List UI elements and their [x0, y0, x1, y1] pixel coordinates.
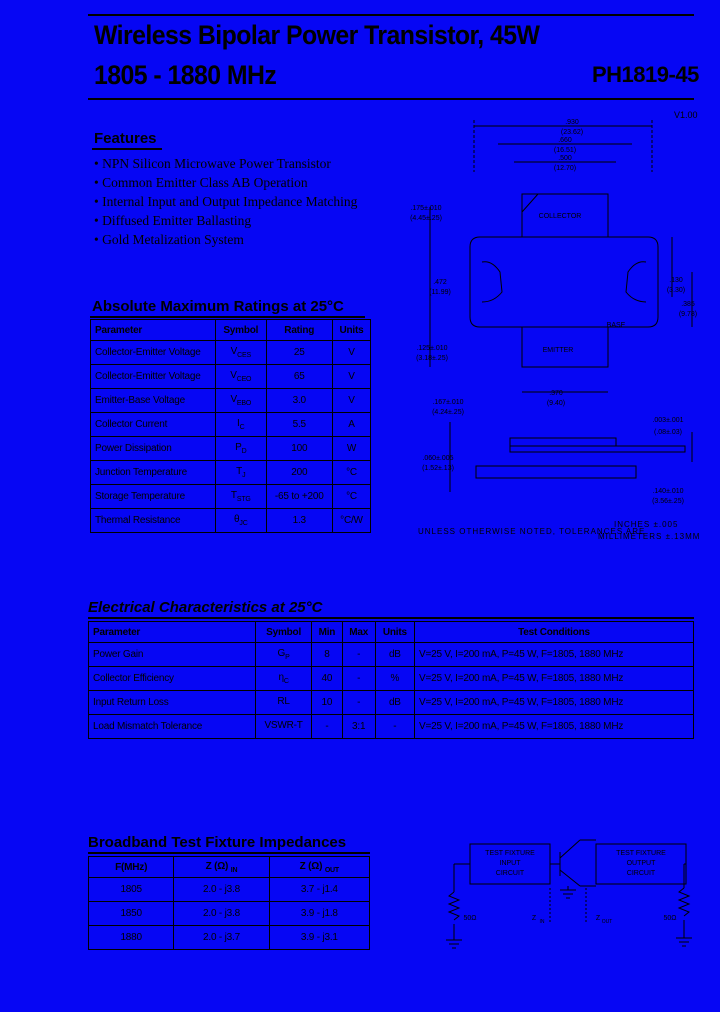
symbol-text: I — [237, 418, 240, 429]
fixture-rule — [88, 852, 370, 854]
units-cell: V — [332, 389, 370, 413]
zin-cell: 2.0 - j3.8 — [174, 878, 269, 902]
dim-label: (3.30) — [666, 287, 686, 294]
dim-label: .125±.010 — [416, 345, 448, 352]
symbol-text: V — [230, 370, 237, 381]
fixture-table — [88, 856, 370, 950]
units-cell: V — [332, 341, 370, 365]
units-cell: °C — [332, 461, 370, 485]
tolerance-note-inches: INCHES ±.005 — [614, 520, 679, 529]
units-cell: °C/W — [332, 509, 370, 533]
table-row — [89, 691, 694, 715]
col-header-text: Z (Ω) — [299, 860, 323, 872]
emitter-label: EMITTER — [542, 347, 574, 354]
rating-cell: 100 — [266, 437, 332, 461]
input-box-label: INPUT — [499, 860, 521, 867]
conditions-cell: V=25 V, I=200 mA, P=45 W, F=1805, 1880 MHz — [415, 667, 694, 691]
input-box-label: CIRCUIT — [495, 870, 525, 877]
zout-cell: 3.9 - j3.1 — [269, 926, 369, 950]
feature-item: • Gold Metalization System — [104, 230, 357, 249]
table-row — [91, 437, 371, 461]
zout-cell: 3.9 - j1.8 — [269, 902, 369, 926]
param-cell: Collector Current — [91, 413, 216, 437]
page-title: Wireless Bipolar Power Transistor, 45W — [94, 20, 540, 50]
dim-label: (.08±.03) — [654, 429, 682, 436]
param-cell: Load Mismatch Tolerance — [89, 715, 256, 739]
units-cell: W — [332, 437, 370, 461]
dim-label: (3.56±.25) — [652, 498, 684, 505]
table-row — [91, 413, 371, 437]
tolerance-note-line1: UNLESS OTHERWISE NOTED, TOLERANCES ARE — [418, 527, 646, 536]
base-label: BASE — [606, 322, 626, 329]
param-cell: Power Gain — [89, 643, 256, 667]
header-rule-bottom — [88, 98, 694, 100]
symbol-cell — [216, 365, 267, 389]
table-header-row — [91, 320, 371, 341]
abs-max-table — [90, 319, 371, 533]
dim-label: .370 — [549, 390, 563, 397]
zin-label: Z — [531, 915, 537, 922]
electrical-heading: Electrical Characteristics at 25°C — [88, 599, 323, 616]
col-header: Min — [312, 622, 342, 643]
dim-label: .472 — [433, 279, 447, 286]
symbol-cell — [216, 461, 267, 485]
zin-sub-label: IN — [539, 919, 545, 925]
param-cell: Thermal Resistance — [91, 509, 216, 533]
units-cell: dB — [375, 691, 414, 715]
col-header: Units — [332, 320, 370, 341]
symbol-sub: J — [242, 472, 246, 479]
dim-label: .660 — [558, 137, 572, 144]
output-box-label: TEST FIXTURE — [616, 850, 666, 857]
table-row — [91, 461, 371, 485]
symbol-text: θ — [234, 514, 240, 525]
table-row — [89, 926, 370, 950]
param-cell: Emitter-Base Voltage — [91, 389, 216, 413]
symbol-text: η — [278, 672, 284, 683]
col-header: Parameter — [91, 320, 216, 341]
electrical-rule — [88, 617, 694, 619]
param-cell: Collector Efficiency — [89, 667, 256, 691]
symbol-sub: P — [285, 654, 290, 661]
input-box-label: TEST FIXTURE — [485, 850, 535, 857]
col-header: Parameter — [89, 622, 256, 643]
tolerance-note-mm: MILLIMETERS ±.13MM — [598, 532, 701, 541]
symbol-text: V — [230, 346, 238, 357]
dim-label: (9.40) — [546, 400, 566, 407]
dim-label: .500 — [558, 155, 572, 162]
table-row — [89, 902, 370, 926]
conditions-cell: V=25 V, I=200 mA, P=45 W, F=1805, 1880 MHz — [415, 691, 694, 715]
symbol-text: RL — [277, 696, 290, 707]
symbol-text: VSWR-T — [264, 720, 303, 731]
dim-label: (4.45±.25) — [410, 215, 442, 222]
dim-label: .167±.010 — [432, 399, 464, 406]
table-header-row — [89, 622, 694, 643]
symbol-cell — [216, 413, 267, 437]
dim-label: .175±.010 — [410, 205, 442, 212]
dim-label: .130 — [669, 277, 683, 284]
symbol-text: T — [236, 466, 243, 477]
rating-cell: 65 — [266, 365, 332, 389]
test-circuit-schematic — [440, 828, 700, 958]
table-row — [91, 389, 371, 413]
units-cell: % — [375, 667, 414, 691]
col-header-text: Z (Ω) — [205, 860, 229, 872]
version-label: V1.00 — [674, 110, 698, 120]
collector-label: COLLECTOR — [538, 213, 582, 220]
symbol-cell — [216, 437, 267, 461]
abs-max-rule — [90, 316, 365, 318]
fixture-heading: Broadband Test Fixture Impedances — [88, 834, 347, 851]
col-header: Test Conditions — [415, 622, 694, 643]
min-cell: - — [312, 715, 342, 739]
units-cell: °C — [332, 485, 370, 509]
dim-label: (4.24±.25) — [432, 409, 464, 416]
col-header: Max — [342, 622, 375, 643]
output-box-label: OUTPUT — [626, 860, 656, 867]
rating-cell: 1.3 — [266, 509, 332, 533]
max-cell: - — [342, 643, 375, 667]
rating-cell: 3.0 — [266, 389, 332, 413]
param-cell: Collector-Emitter Voltage — [91, 341, 216, 365]
dim-label: .930 — [565, 119, 579, 126]
table-row — [91, 341, 371, 365]
part-number: PH1819-45 — [592, 62, 699, 87]
table-row — [89, 878, 370, 902]
col-header: F(MHz) — [89, 857, 174, 878]
symbol-sub: CEO — [236, 376, 252, 383]
zout-cell: 3.7 - j1.4 — [269, 878, 369, 902]
dim-label: (23.62) — [560, 129, 584, 136]
units-cell: V — [332, 365, 370, 389]
table-header-row — [89, 857, 370, 878]
features-list — [104, 154, 357, 249]
zin-cell: 2.0 - j3.7 — [174, 926, 269, 950]
table-row — [89, 643, 694, 667]
dim-label: .385 — [681, 301, 695, 308]
min-cell: 8 — [312, 643, 342, 667]
max-cell: - — [342, 667, 375, 691]
dim-label: (9.78) — [678, 311, 698, 318]
symbol-sub: JC — [239, 520, 248, 527]
symbol-cell — [216, 509, 267, 533]
dim-label: .060±.005 — [422, 455, 454, 462]
rating-cell: -65 to +200 — [266, 485, 332, 509]
min-cell: 40 — [312, 667, 342, 691]
dim-label: .140±.010 — [652, 488, 684, 495]
symbol-cell — [216, 485, 267, 509]
symbol-sub: D — [241, 448, 247, 455]
symbol-text: T — [230, 490, 237, 501]
symbol-cell — [216, 389, 267, 413]
col-header: Symbol — [216, 320, 267, 341]
feature-item: • Common Emitter Class AB Operation — [104, 173, 357, 192]
param-cell: Input Return Loss — [89, 691, 256, 715]
symbol-text: P — [235, 442, 242, 453]
symbol-sub: CES — [237, 352, 251, 359]
col-header: Rating — [266, 320, 332, 341]
zout-sub-label: OUT — [601, 919, 613, 925]
freq-cell: 1805 — [89, 878, 174, 902]
max-cell: 3:1 — [342, 715, 375, 739]
zout-label: Z — [595, 915, 601, 922]
param-cell: Storage Temperature — [91, 485, 216, 509]
units-cell: dB — [375, 643, 414, 667]
feature-item: • Internal Input and Output Impedance Matching — [104, 192, 357, 211]
col-header-sub: OUT — [324, 866, 339, 874]
param-cell: Collector-Emitter Voltage — [91, 365, 216, 389]
freq-cell: 1880 — [89, 926, 174, 950]
rating-cell: 25 — [266, 341, 332, 365]
dim-label: (16.51) — [553, 147, 577, 154]
conditions-cell: V=25 V, I=200 mA, P=45 W, F=1805, 1880 MHz — [415, 715, 694, 739]
symbol-sub: C — [239, 424, 245, 431]
rating-cell: 5.5 — [266, 413, 332, 437]
col-header — [174, 857, 269, 878]
dim-label: (11.99) — [429, 289, 451, 296]
features-heading: Features — [94, 130, 157, 147]
electrical-table — [88, 621, 694, 739]
table-row — [89, 667, 694, 691]
dim-label: (1.52±.13) — [422, 465, 454, 472]
param-cell: Power Dissipation — [91, 437, 216, 461]
zin-cell: 2.0 - j3.8 — [174, 902, 269, 926]
symbol-cell — [256, 691, 312, 715]
feature-item: • NPN Silicon Microwave Power Transistor — [104, 154, 357, 173]
package-outline-drawing — [410, 112, 710, 547]
rating-cell: 200 — [266, 461, 332, 485]
min-cell: 10 — [312, 691, 342, 715]
symbol-text: V — [230, 394, 237, 405]
output-box-label: CIRCUIT — [626, 870, 656, 877]
symbol-cell — [216, 341, 267, 365]
col-header-sub: IN — [230, 866, 238, 874]
col-header: Symbol — [256, 622, 312, 643]
table-row — [91, 509, 371, 533]
conditions-cell: V=25 V, I=200 mA, P=45 W, F=1805, 1880 MHz — [415, 643, 694, 667]
symbol-cell — [256, 667, 312, 691]
symbol-sub: STG — [236, 496, 251, 503]
symbol-text: G — [277, 648, 286, 659]
max-cell: - — [342, 691, 375, 715]
table-row — [91, 485, 371, 509]
table-row — [91, 365, 371, 389]
col-header: Units — [375, 622, 414, 643]
symbol-sub: C — [283, 678, 289, 685]
symbol-cell — [256, 643, 312, 667]
symbol-sub: EBO — [236, 400, 252, 407]
param-cell: Junction Temperature — [91, 461, 216, 485]
input-resistor-label: 50Ω — [463, 915, 477, 922]
output-resistor-label: 50Ω — [663, 915, 677, 922]
units-cell: A — [332, 413, 370, 437]
col-header — [269, 857, 369, 878]
dim-label: (3.18±.25) — [416, 355, 448, 362]
table-row — [89, 715, 694, 739]
units-cell: - — [375, 715, 414, 739]
freq-cell: 1850 — [89, 902, 174, 926]
frequency-range: 1805 - 1880 MHz — [94, 60, 277, 90]
dim-label: .003±.001 — [652, 417, 684, 424]
features-rule — [92, 148, 162, 150]
abs-max-heading: Absolute Maximum Ratings at 25°C — [92, 298, 344, 315]
dim-label: (12.70) — [553, 165, 577, 172]
feature-item: • Diffused Emitter Ballasting — [104, 211, 357, 230]
header-rule-top — [88, 14, 694, 16]
symbol-cell — [256, 715, 312, 739]
